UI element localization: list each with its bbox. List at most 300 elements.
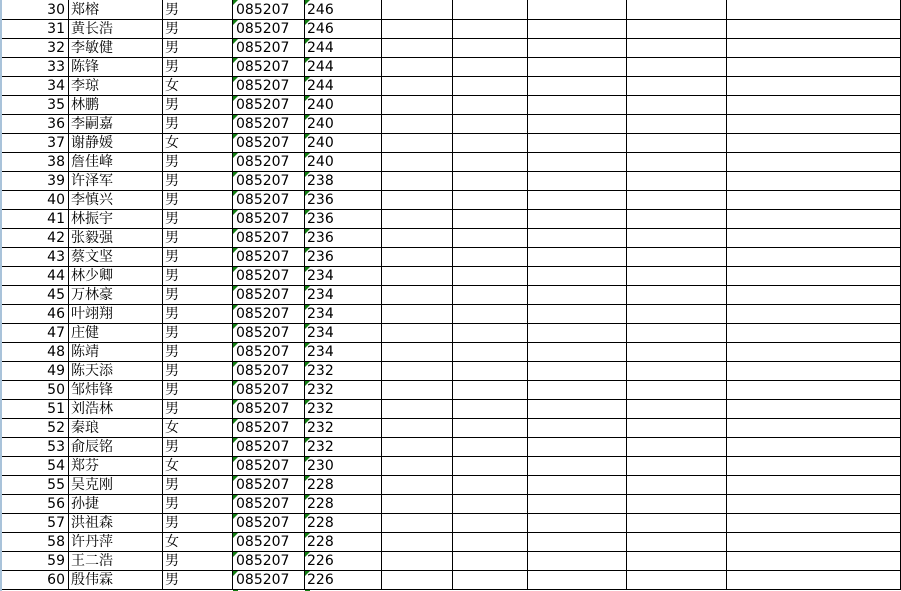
cell-gender[interactable] xyxy=(163,96,233,115)
cell-gender[interactable] xyxy=(163,39,233,58)
cell-empty[interactable] xyxy=(382,343,453,362)
cell-code[interactable] xyxy=(233,533,305,552)
cell-gender[interactable] xyxy=(163,134,233,153)
cell-score[interactable] xyxy=(305,343,382,362)
cell-name[interactable] xyxy=(69,324,163,343)
cell-score[interactable] xyxy=(305,191,382,210)
cell-gender[interactable] xyxy=(163,495,233,514)
cell-empty[interactable] xyxy=(727,115,901,134)
cell-empty[interactable] xyxy=(627,20,727,39)
cell-empty[interactable] xyxy=(453,20,528,39)
cell-empty[interactable] xyxy=(528,229,627,248)
cell-score[interactable] xyxy=(305,533,382,552)
cell-gender[interactable] xyxy=(163,324,233,343)
cell-empty[interactable] xyxy=(453,362,528,381)
cell-num[interactable] xyxy=(0,172,69,191)
cell-score[interactable] xyxy=(305,115,382,134)
cell-empty[interactable] xyxy=(727,286,901,305)
cell-empty[interactable] xyxy=(453,343,528,362)
cell-empty[interactable] xyxy=(382,495,453,514)
cell-empty[interactable] xyxy=(627,495,727,514)
cell-gender[interactable] xyxy=(163,305,233,324)
cell-empty[interactable] xyxy=(528,191,627,210)
cell-score[interactable] xyxy=(305,476,382,495)
cell-code[interactable] xyxy=(233,286,305,305)
cell-gender[interactable] xyxy=(163,552,233,571)
cell-empty[interactable] xyxy=(627,39,727,58)
cell-empty[interactable] xyxy=(727,172,901,191)
cell-empty[interactable] xyxy=(453,77,528,96)
cell-code[interactable] xyxy=(233,172,305,191)
cell-num[interactable] xyxy=(0,476,69,495)
cell-empty[interactable] xyxy=(727,134,901,153)
cell-empty[interactable] xyxy=(727,324,901,343)
cell-code[interactable] xyxy=(233,248,305,267)
cell-empty[interactable] xyxy=(382,191,453,210)
cell-name[interactable] xyxy=(69,533,163,552)
cell-name[interactable] xyxy=(69,305,163,324)
cell-num[interactable] xyxy=(0,286,69,305)
cell-empty[interactable] xyxy=(727,77,901,96)
cell-empty[interactable] xyxy=(627,286,727,305)
cell-empty[interactable] xyxy=(453,324,528,343)
cell-empty[interactable] xyxy=(382,457,453,476)
cell-name[interactable] xyxy=(69,39,163,58)
cell-num[interactable] xyxy=(0,305,69,324)
cell-empty[interactable] xyxy=(382,571,453,590)
cell-name[interactable] xyxy=(69,229,163,248)
cell-name[interactable] xyxy=(69,495,163,514)
cell-empty[interactable] xyxy=(382,0,453,20)
cell-empty[interactable] xyxy=(528,248,627,267)
cell-score[interactable] xyxy=(305,495,382,514)
cell-gender[interactable] xyxy=(163,343,233,362)
cell-gender[interactable] xyxy=(163,381,233,400)
cell-empty[interactable] xyxy=(528,115,627,134)
cell-gender[interactable] xyxy=(163,229,233,248)
cell-num[interactable] xyxy=(0,514,69,533)
cell-code[interactable] xyxy=(233,438,305,457)
cell-code[interactable] xyxy=(233,96,305,115)
cell-code[interactable] xyxy=(233,552,305,571)
cell-empty[interactable] xyxy=(627,58,727,77)
cell-score[interactable] xyxy=(305,457,382,476)
cell-empty[interactable] xyxy=(453,533,528,552)
cell-empty[interactable] xyxy=(528,0,627,20)
cell-empty[interactable] xyxy=(627,153,727,172)
cell-empty[interactable] xyxy=(727,0,901,20)
cell-empty[interactable] xyxy=(382,77,453,96)
cell-empty[interactable] xyxy=(382,96,453,115)
cell-num[interactable] xyxy=(0,96,69,115)
cell-score[interactable] xyxy=(305,305,382,324)
cell-empty[interactable] xyxy=(627,571,727,590)
cell-name[interactable] xyxy=(69,134,163,153)
cell-empty[interactable] xyxy=(528,438,627,457)
cell-empty[interactable] xyxy=(727,400,901,419)
cell-score[interactable] xyxy=(305,324,382,343)
cell-score[interactable] xyxy=(305,153,382,172)
cell-empty[interactable] xyxy=(727,229,901,248)
cell-empty[interactable] xyxy=(528,457,627,476)
cell-empty[interactable] xyxy=(627,96,727,115)
cell-empty[interactable] xyxy=(382,172,453,191)
cell-empty[interactable] xyxy=(727,267,901,286)
cell-score[interactable] xyxy=(305,514,382,533)
cell-empty[interactable] xyxy=(453,400,528,419)
cell-empty[interactable] xyxy=(528,324,627,343)
cell-code[interactable] xyxy=(233,571,305,590)
cell-empty[interactable] xyxy=(453,571,528,590)
cell-num[interactable] xyxy=(0,533,69,552)
cell-empty[interactable] xyxy=(727,552,901,571)
cell-empty[interactable] xyxy=(727,58,901,77)
cell-empty[interactable] xyxy=(727,96,901,115)
cell-empty[interactable] xyxy=(382,115,453,134)
cell-empty[interactable] xyxy=(453,495,528,514)
cell-code[interactable] xyxy=(233,20,305,39)
cell-empty[interactable] xyxy=(727,457,901,476)
cell-empty[interactable] xyxy=(528,476,627,495)
cell-empty[interactable] xyxy=(453,419,528,438)
cell-empty[interactable] xyxy=(453,191,528,210)
cell-num[interactable] xyxy=(0,552,69,571)
cell-empty[interactable] xyxy=(627,77,727,96)
cell-empty[interactable] xyxy=(528,495,627,514)
cell-empty[interactable] xyxy=(627,457,727,476)
cell-empty[interactable] xyxy=(528,514,627,533)
cell-empty[interactable] xyxy=(453,153,528,172)
cell-name[interactable] xyxy=(69,0,163,20)
cell-empty[interactable] xyxy=(727,343,901,362)
cell-empty[interactable] xyxy=(528,343,627,362)
cell-gender[interactable] xyxy=(163,172,233,191)
cell-empty[interactable] xyxy=(627,0,727,20)
cell-score[interactable] xyxy=(305,134,382,153)
cell-empty[interactable] xyxy=(627,362,727,381)
cell-code[interactable] xyxy=(233,115,305,134)
cell-gender[interactable] xyxy=(163,476,233,495)
cell-empty[interactable] xyxy=(528,96,627,115)
cell-score[interactable] xyxy=(305,20,382,39)
cell-gender[interactable] xyxy=(163,419,233,438)
cell-name[interactable] xyxy=(69,381,163,400)
cell-gender[interactable] xyxy=(163,58,233,77)
cell-name[interactable] xyxy=(69,419,163,438)
cell-empty[interactable] xyxy=(627,305,727,324)
cell-gender[interactable] xyxy=(163,191,233,210)
cell-empty[interactable] xyxy=(382,438,453,457)
cell-code[interactable] xyxy=(233,0,305,20)
cell-score[interactable] xyxy=(305,39,382,58)
cell-empty[interactable] xyxy=(453,115,528,134)
cell-empty[interactable] xyxy=(453,0,528,20)
cell-empty[interactable] xyxy=(627,552,727,571)
cell-empty[interactable] xyxy=(627,267,727,286)
cell-empty[interactable] xyxy=(727,381,901,400)
cell-num[interactable] xyxy=(0,134,69,153)
cell-empty[interactable] xyxy=(382,362,453,381)
cell-code[interactable] xyxy=(233,381,305,400)
cell-empty[interactable] xyxy=(528,362,627,381)
cell-empty[interactable] xyxy=(382,381,453,400)
cell-empty[interactable] xyxy=(528,267,627,286)
cell-empty[interactable] xyxy=(453,248,528,267)
cell-num[interactable] xyxy=(0,210,69,229)
cell-empty[interactable] xyxy=(453,210,528,229)
cell-num[interactable] xyxy=(0,0,69,20)
cell-empty[interactable] xyxy=(453,457,528,476)
cell-code[interactable] xyxy=(233,495,305,514)
cell-score[interactable] xyxy=(305,267,382,286)
cell-gender[interactable] xyxy=(163,286,233,305)
cell-empty[interactable] xyxy=(453,134,528,153)
cell-gender[interactable] xyxy=(163,362,233,381)
cell-gender[interactable] xyxy=(163,210,233,229)
cell-name[interactable] xyxy=(69,286,163,305)
cell-code[interactable] xyxy=(233,153,305,172)
cell-empty[interactable] xyxy=(382,58,453,77)
cell-empty[interactable] xyxy=(382,20,453,39)
cell-empty[interactable] xyxy=(528,286,627,305)
cell-code[interactable] xyxy=(233,457,305,476)
cell-code[interactable] xyxy=(233,324,305,343)
cell-code[interactable] xyxy=(233,343,305,362)
cell-score[interactable] xyxy=(305,419,382,438)
cell-name[interactable] xyxy=(69,248,163,267)
cell-empty[interactable] xyxy=(382,552,453,571)
cell-name[interactable] xyxy=(69,267,163,286)
cell-empty[interactable] xyxy=(627,115,727,134)
cell-code[interactable] xyxy=(233,229,305,248)
cell-score[interactable] xyxy=(305,381,382,400)
cell-name[interactable] xyxy=(69,58,163,77)
cell-empty[interactable] xyxy=(453,514,528,533)
cell-code[interactable] xyxy=(233,305,305,324)
cell-empty[interactable] xyxy=(627,400,727,419)
cell-num[interactable] xyxy=(0,400,69,419)
cell-code[interactable] xyxy=(233,419,305,438)
cell-empty[interactable] xyxy=(382,210,453,229)
cell-empty[interactable] xyxy=(528,381,627,400)
cell-empty[interactable] xyxy=(453,552,528,571)
cell-code[interactable] xyxy=(233,134,305,153)
cell-empty[interactable] xyxy=(382,305,453,324)
cell-empty[interactable] xyxy=(727,153,901,172)
cell-empty[interactable] xyxy=(627,191,727,210)
cell-empty[interactable] xyxy=(453,381,528,400)
cell-empty[interactable] xyxy=(528,20,627,39)
cell-name[interactable] xyxy=(69,343,163,362)
cell-empty[interactable] xyxy=(453,305,528,324)
cell-empty[interactable] xyxy=(528,153,627,172)
cell-empty[interactable] xyxy=(727,514,901,533)
cell-empty[interactable] xyxy=(528,58,627,77)
cell-name[interactable] xyxy=(69,172,163,191)
cell-empty[interactable] xyxy=(382,153,453,172)
cell-gender[interactable] xyxy=(163,0,233,20)
cell-empty[interactable] xyxy=(627,381,727,400)
cell-score[interactable] xyxy=(305,286,382,305)
cell-name[interactable] xyxy=(69,153,163,172)
cell-empty[interactable] xyxy=(382,39,453,58)
cell-code[interactable] xyxy=(233,58,305,77)
cell-empty[interactable] xyxy=(528,419,627,438)
cell-empty[interactable] xyxy=(627,419,727,438)
cell-name[interactable] xyxy=(69,400,163,419)
cell-code[interactable] xyxy=(233,191,305,210)
cell-empty[interactable] xyxy=(528,210,627,229)
cell-code[interactable] xyxy=(233,362,305,381)
cell-score[interactable] xyxy=(305,362,382,381)
cell-empty[interactable] xyxy=(528,134,627,153)
cell-name[interactable] xyxy=(69,77,163,96)
cell-gender[interactable] xyxy=(163,77,233,96)
cell-empty[interactable] xyxy=(727,210,901,229)
cell-empty[interactable] xyxy=(453,58,528,77)
cell-empty[interactable] xyxy=(382,400,453,419)
cell-num[interactable] xyxy=(0,39,69,58)
cell-empty[interactable] xyxy=(453,39,528,58)
cell-empty[interactable] xyxy=(453,286,528,305)
cell-num[interactable] xyxy=(0,115,69,134)
cell-empty[interactable] xyxy=(382,134,453,153)
cell-num[interactable] xyxy=(0,495,69,514)
cell-empty[interactable] xyxy=(727,362,901,381)
cell-empty[interactable] xyxy=(727,191,901,210)
cell-empty[interactable] xyxy=(627,438,727,457)
cell-empty[interactable] xyxy=(627,134,727,153)
cell-name[interactable] xyxy=(69,115,163,134)
cell-empty[interactable] xyxy=(528,39,627,58)
cell-code[interactable] xyxy=(233,400,305,419)
cell-empty[interactable] xyxy=(727,419,901,438)
cell-name[interactable] xyxy=(69,476,163,495)
cell-empty[interactable] xyxy=(382,514,453,533)
cell-empty[interactable] xyxy=(727,39,901,58)
cell-gender[interactable] xyxy=(163,571,233,590)
cell-empty[interactable] xyxy=(528,533,627,552)
cell-empty[interactable] xyxy=(382,324,453,343)
cell-empty[interactable] xyxy=(382,286,453,305)
cell-code[interactable] xyxy=(233,210,305,229)
cell-gender[interactable] xyxy=(163,457,233,476)
cell-score[interactable] xyxy=(305,210,382,229)
cell-code[interactable] xyxy=(233,514,305,533)
cell-num[interactable] xyxy=(0,343,69,362)
cell-gender[interactable] xyxy=(163,115,233,134)
cell-name[interactable] xyxy=(69,20,163,39)
cell-gender[interactable] xyxy=(163,514,233,533)
cell-empty[interactable] xyxy=(382,267,453,286)
cell-score[interactable] xyxy=(305,438,382,457)
cell-name[interactable] xyxy=(69,552,163,571)
cell-code[interactable] xyxy=(233,267,305,286)
cell-num[interactable] xyxy=(0,419,69,438)
cell-score[interactable] xyxy=(305,58,382,77)
cell-num[interactable] xyxy=(0,58,69,77)
cell-gender[interactable] xyxy=(163,153,233,172)
cell-empty[interactable] xyxy=(727,476,901,495)
cell-empty[interactable] xyxy=(382,533,453,552)
cell-num[interactable] xyxy=(0,381,69,400)
cell-gender[interactable] xyxy=(163,20,233,39)
cell-empty[interactable] xyxy=(528,400,627,419)
cell-empty[interactable] xyxy=(627,172,727,191)
cell-empty[interactable] xyxy=(627,324,727,343)
cell-num[interactable] xyxy=(0,571,69,590)
cell-empty[interactable] xyxy=(453,172,528,191)
cell-name[interactable] xyxy=(69,191,163,210)
cell-score[interactable] xyxy=(305,248,382,267)
cell-num[interactable] xyxy=(0,20,69,39)
cell-gender[interactable] xyxy=(163,438,233,457)
cell-empty[interactable] xyxy=(528,571,627,590)
cell-gender[interactable] xyxy=(163,533,233,552)
cell-name[interactable] xyxy=(69,96,163,115)
cell-num[interactable] xyxy=(0,324,69,343)
cell-num[interactable] xyxy=(0,248,69,267)
cell-num[interactable] xyxy=(0,77,69,96)
cell-score[interactable] xyxy=(305,571,382,590)
cell-name[interactable] xyxy=(69,210,163,229)
cell-score[interactable] xyxy=(305,77,382,96)
cell-empty[interactable] xyxy=(727,495,901,514)
cell-empty[interactable] xyxy=(382,476,453,495)
cell-empty[interactable] xyxy=(528,77,627,96)
cell-num[interactable] xyxy=(0,267,69,286)
cell-empty[interactable] xyxy=(627,229,727,248)
cell-empty[interactable] xyxy=(727,305,901,324)
cell-num[interactable] xyxy=(0,191,69,210)
cell-name[interactable] xyxy=(69,362,163,381)
cell-empty[interactable] xyxy=(727,438,901,457)
cell-empty[interactable] xyxy=(453,438,528,457)
cell-empty[interactable] xyxy=(453,96,528,115)
cell-empty[interactable] xyxy=(453,267,528,286)
cell-empty[interactable] xyxy=(727,571,901,590)
cell-empty[interactable] xyxy=(727,20,901,39)
cell-score[interactable] xyxy=(305,0,382,20)
cell-num[interactable] xyxy=(0,362,69,381)
cell-empty[interactable] xyxy=(528,305,627,324)
cell-code[interactable] xyxy=(233,476,305,495)
cell-num[interactable] xyxy=(0,457,69,476)
cell-empty[interactable] xyxy=(453,476,528,495)
cell-empty[interactable] xyxy=(528,172,627,191)
cell-gender[interactable] xyxy=(163,400,233,419)
cell-empty[interactable] xyxy=(453,229,528,248)
cell-empty[interactable] xyxy=(627,210,727,229)
cell-score[interactable] xyxy=(305,229,382,248)
cell-empty[interactable] xyxy=(627,533,727,552)
cell-gender[interactable] xyxy=(163,248,233,267)
cell-num[interactable] xyxy=(0,153,69,172)
cell-empty[interactable] xyxy=(627,514,727,533)
cell-empty[interactable] xyxy=(382,419,453,438)
cell-score[interactable] xyxy=(305,552,382,571)
cell-num[interactable] xyxy=(0,229,69,248)
cell-code[interactable] xyxy=(233,77,305,96)
cell-score[interactable] xyxy=(305,400,382,419)
cell-empty[interactable] xyxy=(528,552,627,571)
cell-empty[interactable] xyxy=(627,476,727,495)
cell-empty[interactable] xyxy=(627,343,727,362)
cell-num[interactable] xyxy=(0,438,69,457)
cell-name[interactable] xyxy=(69,514,163,533)
cell-score[interactable] xyxy=(305,172,382,191)
cell-empty[interactable] xyxy=(627,248,727,267)
